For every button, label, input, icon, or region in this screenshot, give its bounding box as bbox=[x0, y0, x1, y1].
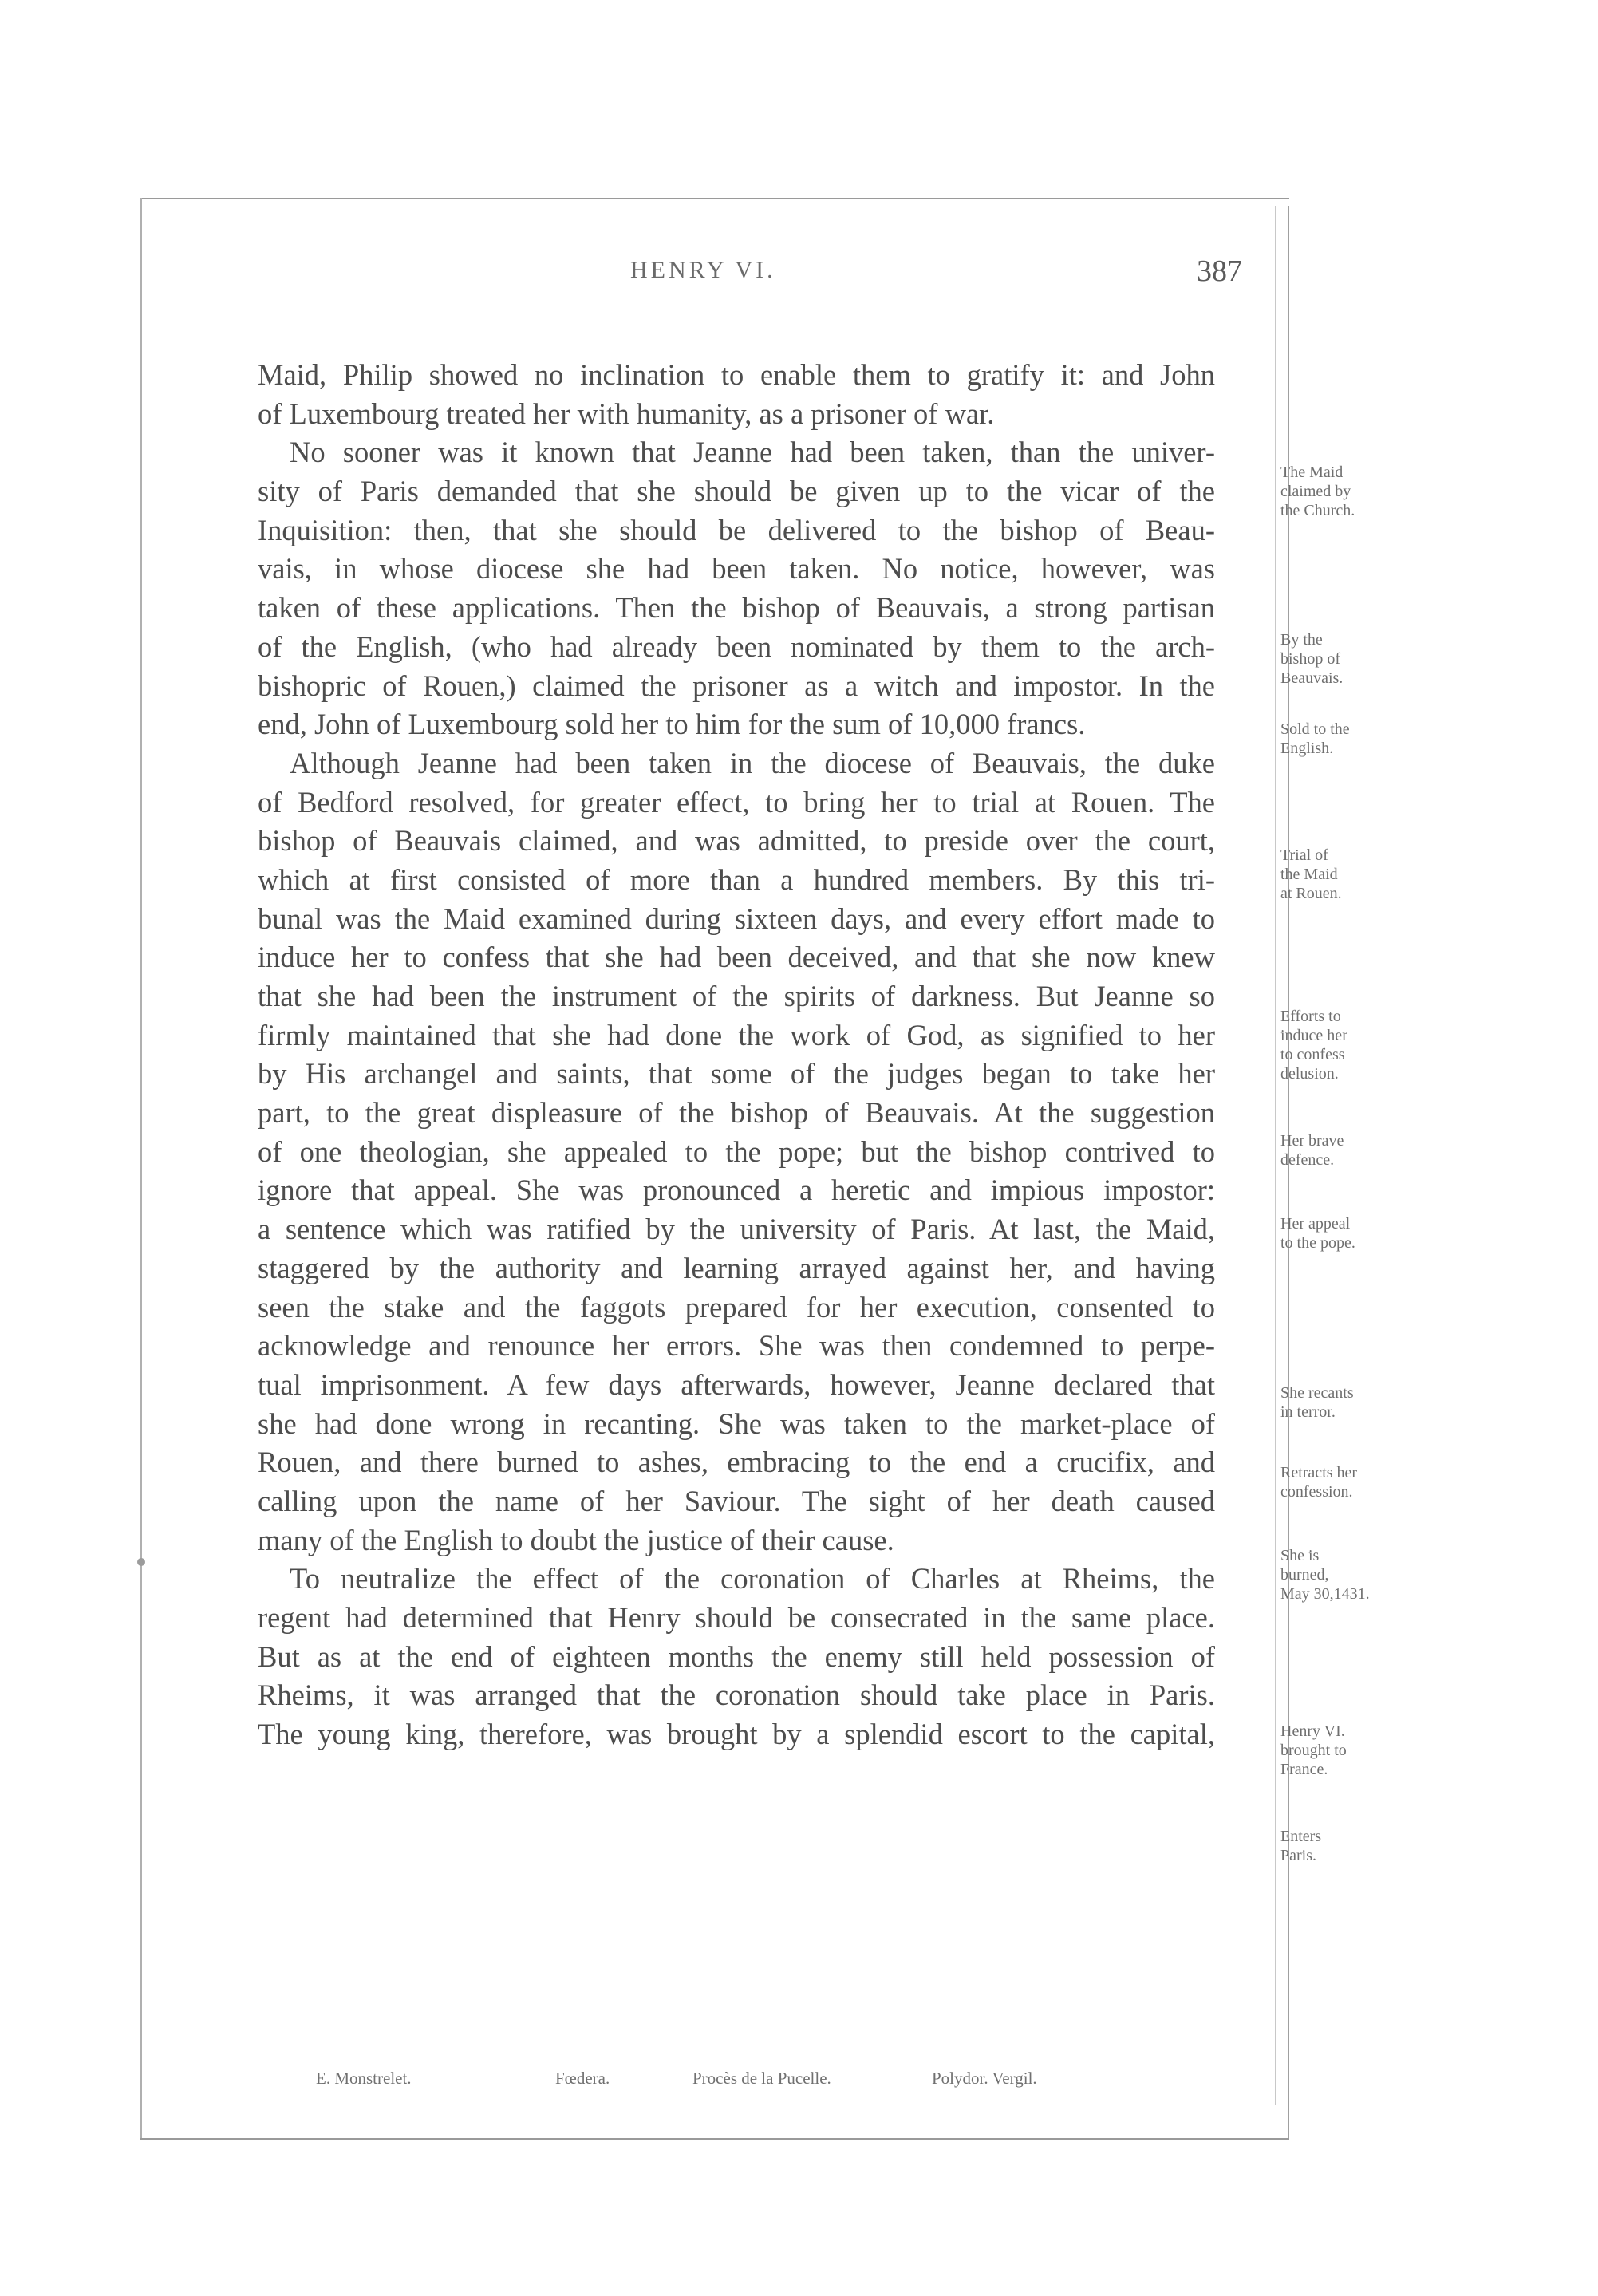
marginal-note: The Maid claimed by the Church. bbox=[1280, 464, 1355, 519]
text-line: a sentence which was ratified by the university of Paris. At last, the Maid, bbox=[258, 1213, 1215, 1246]
text-line: she had done wrong in recanting. She was taken to the market-place of bbox=[258, 1406, 1215, 1440]
marginal-note: Her appeal to the pope. bbox=[1280, 1215, 1355, 1252]
marginal-note: Enters Paris. bbox=[1280, 1828, 1322, 1864]
text-line: end, John of Luxembourg sold her to him for the sum of 10,000 francs. bbox=[258, 708, 1086, 741]
citation: E. Monstrelet. bbox=[316, 2069, 412, 2088]
text-line: Maid, Philip showed no inclination to enable them to gratify it: and John bbox=[258, 358, 1215, 391]
text-line: calling upon the name of her Saviour. The sight of her death caused bbox=[258, 1484, 1215, 1517]
text-line: seen the stake and the faggots prepared for her execution, consented to bbox=[258, 1290, 1215, 1324]
marginal-note: She recants in terror. bbox=[1280, 1384, 1354, 1421]
text-line: Although Jeanne had been taken in the diocese of Beauvais, the duke bbox=[290, 746, 1215, 779]
text-line: part, to the great displeasure of the bishop of Beauvais. At the suggestion bbox=[258, 1096, 1215, 1130]
text-line: of Bedford resolved, for greater effect, to bring her to trial at Rouen. The bbox=[258, 785, 1215, 819]
text-line: of the English, (who had already been nominated by them to the arch- bbox=[258, 629, 1215, 663]
text-line: bishopric of Rouen,) claimed the prisoner as a witch and impostor. In the bbox=[258, 669, 1215, 702]
text-line: which at first consisted of more than a hundred members. By this tri- bbox=[258, 862, 1215, 896]
text-line: Rheims, it was arranged that the coronation should take place in Paris. bbox=[258, 1679, 1215, 1712]
page-frame-bottom-rule bbox=[140, 2138, 1289, 2140]
main-text bbox=[258, 356, 1215, 1754]
text-line: vais, in whose diocese she had been taken. No notice, however, was bbox=[258, 552, 1215, 586]
text-line: bishop of Beauvais claimed, and was admitted, to preside over the court, bbox=[258, 824, 1215, 858]
source-citations bbox=[316, 2069, 1273, 2091]
text-line: sity of Paris demanded that she should be given up to the vicar of the bbox=[258, 475, 1215, 508]
text-line: But as at the end of eighteen months the enemy still held possession of bbox=[258, 1639, 1215, 1673]
text-line: Inquisition: then, that she should be delivered to the bishop of Beau- bbox=[258, 513, 1215, 546]
marginal-note: Her brave defence. bbox=[1280, 1132, 1344, 1169]
page-frame-top-rule bbox=[140, 198, 1289, 199]
text-line: tual imprisonment. A few days afterwards, however, Jeanne declared that bbox=[258, 1367, 1215, 1401]
text-line: Rouen, and there burned to ashes, embracing to the end a crucifix, and bbox=[258, 1446, 1215, 1479]
text-line: bunal was the Maid examined during sixteen days, and every effort made to bbox=[258, 901, 1215, 935]
text-line: by His archangel and saints, that some of the judges began to take her bbox=[258, 1057, 1215, 1091]
text-block-right-rule bbox=[1275, 206, 1276, 2105]
text-line: taken of these applications. Then the bishop of Beauvais, a strong partisan bbox=[258, 591, 1215, 625]
marginal-note: Henry VI. brought to France. bbox=[1280, 1722, 1347, 1778]
running-title: HENRY VI. bbox=[630, 257, 776, 283]
text-line: firmly maintained that she had done the work of God, as signified to her bbox=[258, 1018, 1215, 1051]
text-line: staggered by the authority and learning arrayed against her, and having bbox=[258, 1251, 1215, 1284]
text-line: ignore that appeal. She was pronounced a heretic and impious impostor: bbox=[258, 1174, 1215, 1207]
text-line: induce her to confess that she had been deceived, and that she now knew bbox=[258, 941, 1215, 974]
text-line: acknowledge and renounce her errors. She was then condemned to perpe- bbox=[258, 1329, 1215, 1363]
marginal-note: Efforts to induce her to confess delusion. bbox=[1280, 1008, 1347, 1083]
citation: Procès de la Pucelle. bbox=[692, 2069, 831, 2088]
text-line: of Luxembourg treated her with humanity, as a prisoner of war. bbox=[258, 396, 995, 430]
text-line: that she had been the instrument of the spirits of darkness. But Jeanne so bbox=[258, 980, 1215, 1012]
marginal-note: Retracts her confession. bbox=[1280, 1464, 1358, 1501]
text-line: To neutralize the effect of the coronation of Charles at Rheims, the bbox=[290, 1562, 1215, 1596]
text-line: of one theologian, she appealed to the pope; but the bishop contrived to bbox=[258, 1134, 1215, 1168]
text-line: regent had determined that Henry should be consecrated in the same place. bbox=[258, 1601, 1215, 1634]
marginal-note: By the bishop of Beauvais. bbox=[1280, 631, 1344, 687]
margin-dot-mark bbox=[137, 1558, 145, 1566]
page-number: 387 bbox=[1197, 254, 1242, 288]
marginal-note: Trial of the Maid at Rouen. bbox=[1280, 846, 1342, 902]
marginal-note: Sold to the English. bbox=[1280, 720, 1350, 757]
marginal-note: She is burned, May 30,1431. bbox=[1280, 1547, 1370, 1603]
citation: Polydor. Vergil. bbox=[932, 2069, 1037, 2088]
text-line: No sooner was it known that Jeanne had been taken, than the univer- bbox=[290, 436, 1215, 469]
text-line: many of the English to doubt the justice of their cause. bbox=[258, 1523, 894, 1556]
citation: Fœdera. bbox=[555, 2069, 610, 2088]
page-frame-left-rule bbox=[140, 198, 142, 2140]
text-line: The young king, therefore, was brought by a splendid escort to the capital, bbox=[258, 1718, 1215, 1751]
